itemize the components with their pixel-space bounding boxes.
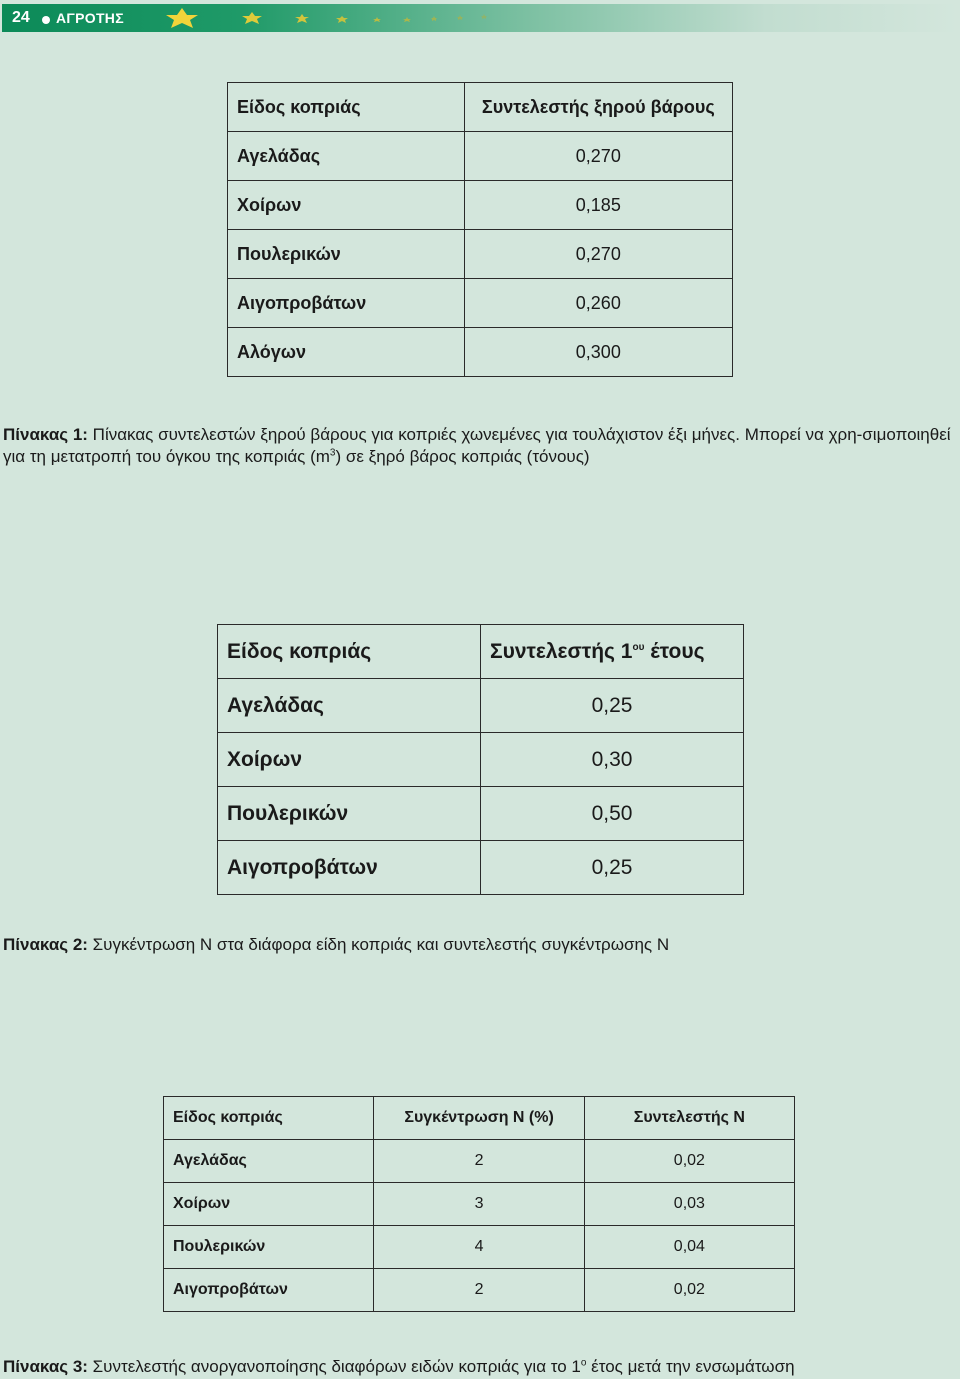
caption-label: Πίνακας 1: <box>3 425 88 444</box>
table-row <box>228 181 733 230</box>
table-row <box>228 279 733 328</box>
table-cell: 0,25 <box>481 679 744 733</box>
table-cell: Αγελάδας <box>218 679 481 733</box>
table-cell: Αιγοπροβάτων <box>228 279 465 328</box>
table-row <box>228 132 733 181</box>
table-header-row <box>164 1097 795 1140</box>
table-cell: Αγελάδας <box>228 132 465 181</box>
stars-decoration-icon <box>142 4 522 32</box>
table-cell: 0,02 <box>584 1269 794 1312</box>
column-header: Συντελεστής ξηρού βάρους <box>464 83 732 132</box>
caption-label: Πίνακας 3: <box>3 1357 88 1376</box>
column-header: Συγκέντρωση Ν (%) <box>374 1097 584 1140</box>
caption-superscript: 3 <box>329 447 336 459</box>
header-text: Συντελεστής 1 <box>490 639 633 663</box>
table-row <box>218 679 744 733</box>
header-superscript: ου <box>632 641 645 653</box>
caption-text-end: έτος μετά την ενσωμάτωση <box>586 1357 795 1376</box>
column-header: Συντελεστής Ν <box>584 1097 794 1140</box>
table-row <box>228 328 733 377</box>
caption-text: Συγκέντρωση Ν στα διάφορα είδη κοπριάς και συντελεστής συγκέντρωσης Ν <box>87 935 670 954</box>
table-cell: Πουλερικών <box>228 230 465 279</box>
table-cell: 4 <box>374 1226 584 1269</box>
table-cell: Χοίρων <box>228 181 465 230</box>
table-caption-2 <box>3 934 958 956</box>
table-caption-3 <box>3 1356 958 1378</box>
caption-superscript: ο <box>580 1357 587 1369</box>
table-cell: Αλόγων <box>228 328 465 377</box>
table-row <box>164 1183 795 1226</box>
table-row <box>164 1226 795 1269</box>
bullet-dot-icon <box>42 16 50 24</box>
table-row <box>218 733 744 787</box>
table-cell: Αιγοπροβάτων <box>218 841 481 895</box>
table-cell: 0,300 <box>464 328 732 377</box>
page-header <box>2 4 957 32</box>
column-header: Είδος κοπριάς <box>228 83 465 132</box>
table-cell: Χοίρων <box>164 1183 374 1226</box>
table-cell: Χοίρων <box>218 733 481 787</box>
table-cell: 3 <box>374 1183 584 1226</box>
caption-text: Πίνακας συντελεστών ξηρού βάρους για κοπριές χωνεμένες για τουλάχιστον έξι μήνες. Μπορεί να χρη-σιμοποιηθεί για τη μετατροπή του όγκου της κοπριάς (m <box>3 425 951 466</box>
table-header-row <box>218 625 744 679</box>
caption-text: Συντελεστής ανοργανοποίησης διαφόρων ειδών κοπριάς για το 1 <box>87 1357 581 1376</box>
table-row <box>218 787 744 841</box>
column-header: Είδος κοπριάς <box>218 625 481 679</box>
table-row <box>164 1140 795 1183</box>
header-text-end: έτους <box>644 639 705 663</box>
table-row <box>228 230 733 279</box>
table-cell: 0,185 <box>464 181 732 230</box>
table-cell: Πουλερικών <box>164 1226 374 1269</box>
page-number: 24 <box>12 9 30 26</box>
caption-text-end: ) σε ξηρό βάρος κοπριάς (τόνους) <box>335 447 590 466</box>
nitrogen-concentration-table <box>163 1096 795 1312</box>
section-name: ΑΓΡΟΤΗΣ <box>56 10 124 26</box>
column-header: Είδος κοπριάς <box>164 1097 374 1140</box>
table-cell: Πουλερικών <box>218 787 481 841</box>
table-cell: 0,04 <box>584 1226 794 1269</box>
table-cell: 0,25 <box>481 841 744 895</box>
table-cell: 0,02 <box>584 1140 794 1183</box>
table-caption-1 <box>3 424 958 468</box>
table-row <box>164 1269 795 1312</box>
first-year-coefficients-table <box>217 624 744 895</box>
table-cell: 2 <box>374 1269 584 1312</box>
table-cell: 0,03 <box>584 1183 794 1226</box>
table-header-row <box>228 83 733 132</box>
table-cell: 0,270 <box>464 230 732 279</box>
table-cell: 0,260 <box>464 279 732 328</box>
dry-weight-coefficients-table <box>227 82 733 377</box>
table-cell: Αιγοπροβάτων <box>164 1269 374 1312</box>
table-row <box>218 841 744 895</box>
table-cell: 0,30 <box>481 733 744 787</box>
table-cell: 0,270 <box>464 132 732 181</box>
caption-label: Πίνακας 2: <box>3 935 88 954</box>
table-cell: Αγελάδας <box>164 1140 374 1183</box>
table-cell: 0,50 <box>481 787 744 841</box>
column-header <box>481 625 744 679</box>
table-cell: 2 <box>374 1140 584 1183</box>
